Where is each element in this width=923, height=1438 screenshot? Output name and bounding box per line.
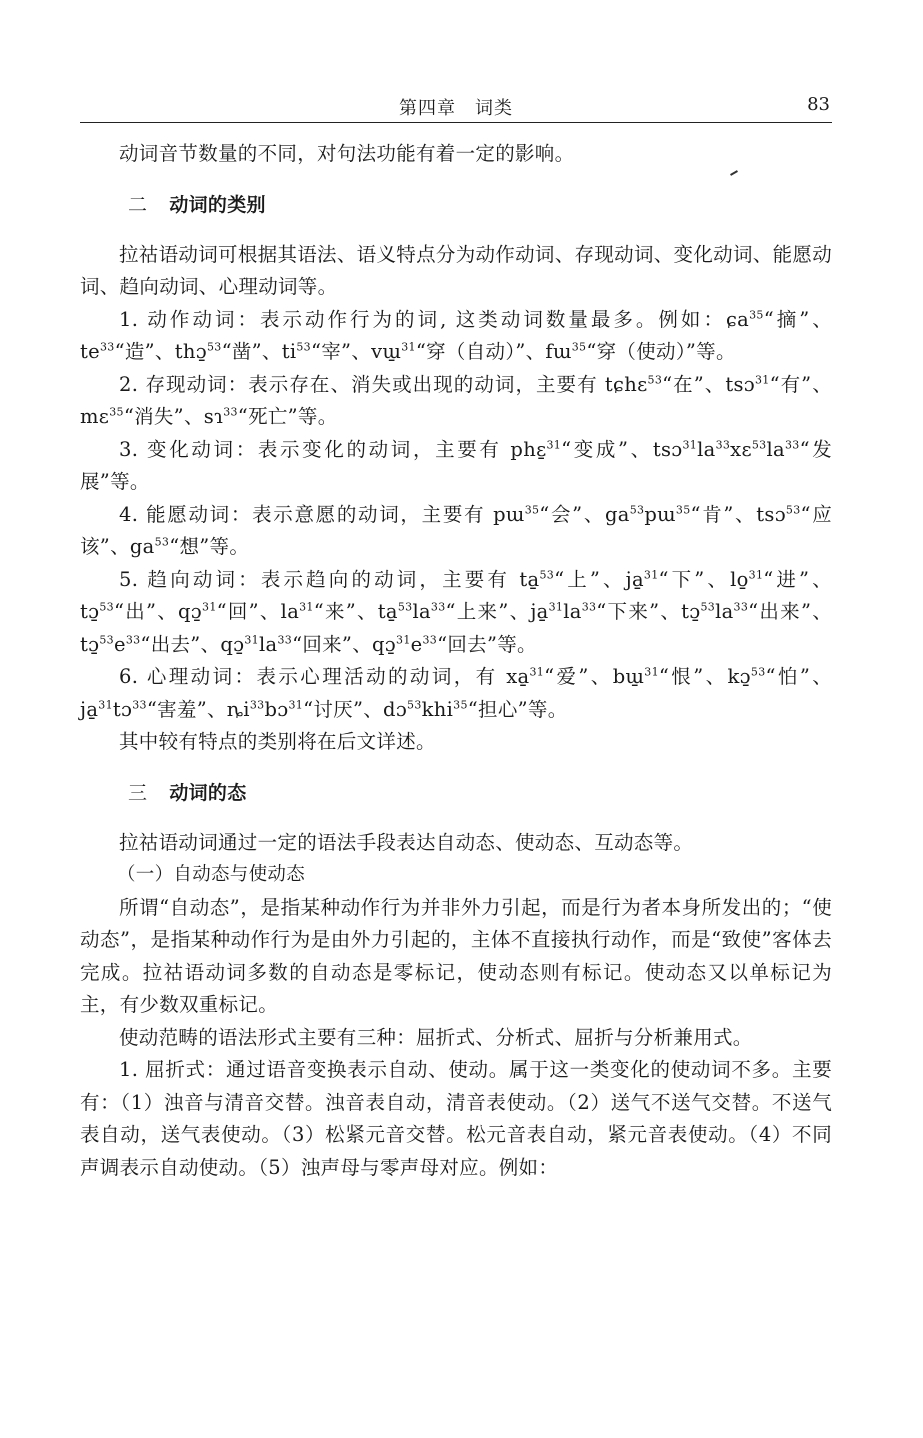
- paragraph: 5. 趋向动词：表示趋向的动词，主要有 ta̱$^{53}$“上”、ja̱$^{31}$“下”、lo̱$^{31}$“进”、tɔ̱$^{53}$“出”、qɔ̱$^{31}$“回”、$la^{31}“$来”、$ta̱^{53}la^{33}“$上来”、$ja̱^{31}la^{33}“$下来”、$tɔ̱^{53}la^{33}“$出来”、$tɔ̱^{53}e^{33}“$出去”、$qɔ̱^{31}la^{33}“$回来”、$qɔ̱^{31}e^{33}“$回去”等。: [80, 567, 832, 656]
- section-number: 二: [128, 193, 148, 216]
- paragraph: 3. 变化动词：表示变化的动词，主要有 phɛ̱$^{31}$“变成”、$tsɔ^{31}la^{33}xɛ^{53}la^{33}“$发展”等。: [80, 437, 832, 493]
- section-heading: [80, 189, 832, 221]
- subsection-heading: （一）自动态与使动态: [117, 864, 306, 885]
- page-number: 83: [807, 94, 830, 115]
- paragraph: 6. 心理动词：表示心理活动的动词，有 xa̱$^{31}$“爱”、bɯ̱$^{31}$“恨”、kɔ̱$^{53}$“怕”、ja̱$^{31}$tɔ$^{33}$“害羞”、$ȵi^{33}bɔ^{31}“$讨厌”、dɔ$^{53}$khi$^{35}$“担心”等。: [80, 665, 833, 721]
- page-body: [80, 138, 832, 1184]
- paragraph: 1. 屈折式：通过语音变换表示自动、使动。属于这一类变化的使动词不多。主要有：（1）浊音与清音交替。浊音表自动，清音表使动。（2）送气不送气交替。不送气表自动，送气表使动。（3）松紧元音交替。松元音表自动，紧元音表使动。（4）不同声调表示自动使动。（5）浊声母与零声母对应。例如：: [80, 1058, 832, 1179]
- paragraph: 4. 能愿动词：表示意愿的动词，主要有 pɯ$^{35}$“会”、$ga^{53}pɯ^{35}“$肯”、tsɔ$^{53}$“应该”、$ga^{53}“$想”等。: [80, 502, 832, 558]
- paragraph: 其中较有特点的类别将在后文详述。: [119, 730, 436, 753]
- section-number: 三: [128, 781, 148, 804]
- paragraph: 拉祜语动词可根据其语法、语义特点分为动作动词、存现动词、变化动词、能愿动词、趋向动词、心理动词等。: [80, 242, 832, 298]
- chapter-title: 第四章 词类: [399, 98, 513, 119]
- paragraph: 使动范畴的语法形式主要有三种：屈折式、分析式、屈折与分析兼用式。: [119, 1025, 753, 1049]
- paragraph: 1. 动作动词：表示动作行为的词, 这类动词数量最多。例如：ɕa$^{35}$“摘”、$te^{33}“$造”、thɔ̱$^{53}$“凿”、$ti^{53}“$宰”、vɯ̱$^{31}$“穿（自动）”、fɯ$^{35}$“穿（使动）”等。: [80, 307, 832, 363]
- section-heading: [80, 777, 832, 809]
- running-header: [80, 92, 832, 123]
- section-title: 动词的类别: [169, 193, 266, 216]
- section-title: 动词的态: [169, 781, 247, 804]
- paragraph: 所谓“自动态”，是指某种动作行为并非外力引起，而是行为者本身所发出的；“使动态”，是指某种动作行为是由外力引起的，主体不直接执行动作，而是“致使”客体去完成。拉祜语动词多数的自动态是零标记，使动态则有标记。使动态又以单标记为主，有少数双重标记。: [80, 895, 832, 1016]
- paragraph: 2. 存现动词：表示存在、消失或出现的动词，主要有 tɕhɛ$^{53}$“在”、tsɔ$^{31}$“有”、mɛ$^{35}$“消失”、sɿ$^{33}$“死亡”等。: [80, 372, 832, 428]
- paragraph: 动词音节数量的不同，对句法功能有着一定的影响。: [119, 142, 575, 165]
- paragraph: 拉祜语动词通过一定的语法手段表达自动态、使动态、互动态等。: [119, 830, 694, 854]
